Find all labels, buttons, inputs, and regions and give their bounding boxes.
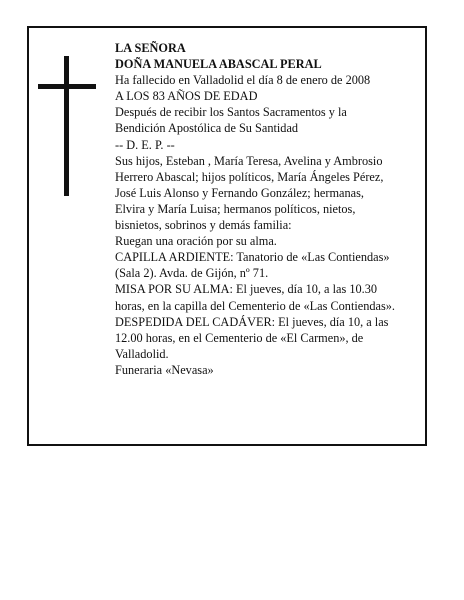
funeral-home-text: Funeraria «Nevasa» [115, 362, 214, 377]
chapel-text: CAPILLA ARDIENTE: Tanatorio de «Las Contiendas» (Sala 2). Avda. de Gijón, nº 71. [115, 250, 390, 281]
family-text: Sus hijos, Esteban , María Teresa, Avelina y Ambrosio Herrero Abascal; hijos políticos, María Ángeles Pérez, José Luis Alonso y Fernando González; hermanas, Elvira y María Luisa; hermanos políticos, nietos, bisnietos, sobrinos y demás familia: [115, 153, 384, 233]
notice-title: LA SEÑORA [115, 41, 186, 55]
cross-icon-vertical-bar [64, 56, 69, 196]
notice-text-block [115, 40, 427, 378]
prayer-text: Ruegan una oración por su alma. [115, 234, 277, 249]
cross-icon-horizontal-bar [38, 84, 96, 89]
rip-text: -- D. E. P. -- [115, 137, 175, 152]
sacraments-text: Después de recibir los Santos Sacramentos y la Bendición Apostólica de Su Santidad [115, 105, 347, 136]
mass-text: MISA POR SU ALMA: El jueves, día 10, a las 10.30 horas, en la capilla del Cementerio de «Las Contiendas». [115, 282, 396, 313]
age-line: A LOS 83 AÑOS DE EDAD [115, 89, 258, 104]
deceased-name: DOÑA MANUELA ABASCAL PERAL [115, 57, 322, 72]
farewell-text: DESPEDIDA DEL CADÁVER: El jueves, día 10, a las 12.00 horas, en el Cementerio de «El Carmen», de Valladolid. [115, 314, 389, 361]
death-line: Ha fallecido en Valladolid el día 8 de enero de 2008 [115, 73, 371, 88]
